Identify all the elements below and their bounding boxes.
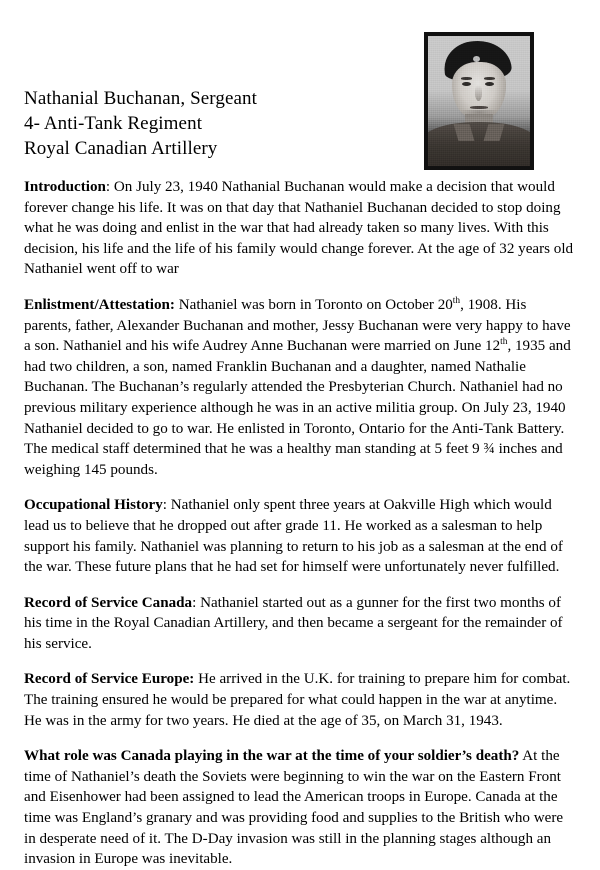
portrait-image [428,36,530,166]
section-record-of-service-canada-separator: : [192,594,201,611]
section-canada-role-question-body: At the time of Nathaniel’s death the Soviets were beginning to win the war on the Eastern Front and Eisenhower had been assigned to lead the American troops in Europe. Canada at the time was England’s granary and was providing food and supplies to the British who were in desperate need of it. The D-Day invasion was still in the planning stages although an invasion in Europe was inevitable. [24,748,564,868]
section-occupational-history-heading: Occupational History [24,497,163,514]
section-record-of-service-europe-heading: Record of Service Europe: [24,671,195,688]
section-enlistment-body-part3: , 1935 and had two children, a son, named Franklin Buchanan and a daughter, named Nathalie Buchanan. The Buchanan’s regularly attended the Presbyterian Church. Nathaniel had no previous military experience although he was in an active militia group. On July 23, 1940 Nathaniel decided to go to war. He enlisted in Toronto, Ontario for the Anti-Tank Battery. The medical staff determined that he was a healthy man standing at 5 feet 9 ¾ inches and weighing 145 pounds. [24,338,571,478]
page-title [24,86,404,161]
marriage-date-ordinal-suffix: th [500,337,508,348]
section-enlistment-body-part2: , 1908. His parents, father, Alexander Buchanan and mother, Jessy Buchanan were very happy to have a son. Nathaniel and his wife Audrey Anne Buchanan were married on June 12 [24,296,571,355]
nose [475,85,482,101]
section-enlistment-heading: Enlistment/Attestation: [24,296,175,313]
title-line-name: Nathanial Buchanan, Sergeant [24,88,258,109]
section-canada-role-question-heading: What role was Canada playing in the war at the time of your soldier’s death? [24,748,520,765]
section-occupational-history-separator: : [162,497,171,514]
title-line-regiment: 4- Anti-Tank Regiment [24,113,203,134]
left-eyebrow [461,77,472,80]
section-record-of-service-canada [24,593,575,655]
left-eye [462,82,471,86]
section-record-of-service-canada-heading: Record of Service Canada [24,594,193,611]
right-eye [485,82,494,86]
section-enlistment [24,295,575,480]
section-introduction-separator: : [105,179,114,195]
section-record-of-service-canada-body: Nathaniel started out as a gunner for the first two months of his time in the Royal Canadian Artillery, and then became a sergeant for the remainder of his service. [24,594,563,652]
army-uniform [428,122,530,166]
soldier-portrait-photo [424,32,534,170]
section-occupational-history-body: Nathaniel only spent three years at Oakville High which would lead us to believe that he dropped out after grade 11. He worked as a salesman to help support his family. Nathaniel was planning to return to his job as a salesman at the end of the war. These future plans that he had set for himself were unfortunately never fulfilled. [24,497,563,576]
title-line-corps: Royal Canadian Artillery [24,138,218,159]
section-introduction-heading: Introduction [24,179,106,195]
section-introduction-body: On July 23, 1940 Nathanial Buchanan would make a decision that would forever change his life. It was on that day that Nathaniel Buchanan decided to stop doing what he was doing and enlist in the war that had already taken so many lives. With this decision, his life and the life of his family would change forever. At the age of 32 years old Nathaniel went off to war [24,179,574,278]
birth-date-ordinal-suffix: th [452,295,461,306]
section-record-of-service-europe [24,669,575,731]
section-introduction [24,177,575,280]
section-record-of-service-europe-body: He arrived in the U.K. for training to prepare him for combat. The training ensured he would be prepared for what could happen in the war at anytime. He was in the army for two years. He died at the age of 35, on March 31, 1943. [24,671,571,729]
section-enlistment-body-part1: Nathaniel was born in Toronto on October 20 [178,296,453,313]
right-eyebrow [484,77,495,80]
section-occupational-history [24,495,575,577]
section-canada-role-question [24,746,575,870]
document-body [24,177,575,870]
